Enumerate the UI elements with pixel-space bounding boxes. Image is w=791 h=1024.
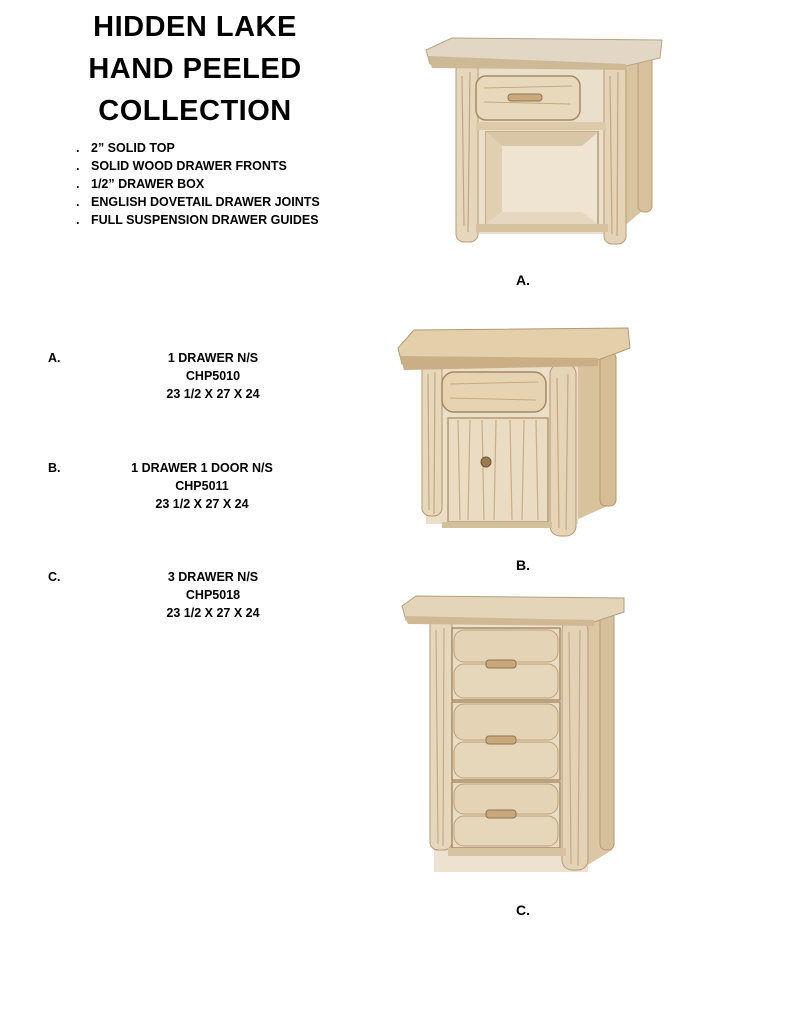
collection-title (40, 6, 350, 132)
left-post (422, 362, 442, 516)
drawer-pull (486, 660, 516, 668)
left-post (456, 62, 478, 242)
nightstand-3-drawer-illustration (398, 594, 628, 874)
image-caption-a: A. (516, 272, 530, 288)
product-code: CHP5010 (185, 369, 241, 383)
product-letter: B. (48, 461, 61, 475)
bullet-dot: . (76, 195, 80, 209)
feature-text: 1/2” DRAWER BOX (91, 177, 205, 191)
feature-text: FULL SUSPENSION DRAWER GUIDES (91, 213, 319, 227)
feature-item (76, 211, 320, 229)
nightstand-1-drawer-image (422, 36, 666, 246)
feature-item (76, 139, 320, 157)
feature-item (76, 193, 320, 211)
product-letter: A. (48, 351, 61, 365)
feature-text: ENGLISH DOVETAIL DRAWER JOINTS (91, 195, 320, 209)
title-line-2: HAND PEELED (88, 53, 302, 85)
drawer-pull (508, 94, 542, 101)
bullet-dot: . (76, 213, 80, 227)
drawer-pull (486, 810, 516, 818)
nightstand-3-drawer-image (398, 594, 628, 874)
image-caption-c: C. (516, 902, 530, 918)
title-line-3: COLLECTION (98, 95, 292, 127)
drawer-pull (486, 736, 516, 744)
product-code: CHP5018 (185, 588, 241, 602)
bullet-dot: . (76, 141, 80, 155)
door-knob (481, 457, 491, 467)
image-caption-b: B. (516, 557, 530, 573)
cabinet-door (448, 418, 548, 522)
nightstand-drawer-door-illustration (396, 324, 634, 540)
product-size: 23 1/2 X 27 X 24 (166, 387, 260, 401)
feature-text: 2” SOLID TOP (91, 141, 175, 155)
feature-text: SOLID WOOD DRAWER FRONTS (91, 159, 287, 173)
title-line-1: HIDDEN LAKE (93, 11, 297, 43)
right-post (604, 62, 626, 244)
bullet-dot: . (76, 159, 80, 173)
feature-item (76, 157, 320, 175)
product-letter: C. (48, 570, 61, 584)
product-name: 3 DRAWER N/S (167, 570, 259, 584)
product-name: 1 DRAWER N/S (167, 351, 259, 365)
right-post (562, 620, 588, 870)
product-code: CHP5011 (175, 479, 229, 493)
drawer-front (442, 372, 546, 412)
product-size: 23 1/2 X 27 X 24 (166, 606, 260, 620)
feature-item (76, 175, 320, 193)
left-post (430, 618, 452, 850)
right-post (550, 364, 576, 536)
nightstand-1-drawer-illustration (422, 36, 666, 246)
product-size: 23 1/2 X 27 X 24 (155, 497, 249, 511)
product-name: 1 DRAWER 1 DOOR N/S (131, 461, 273, 475)
feature-list (76, 139, 320, 229)
bullet-dot: . (76, 177, 80, 191)
nightstand-drawer-door-image (396, 324, 634, 540)
